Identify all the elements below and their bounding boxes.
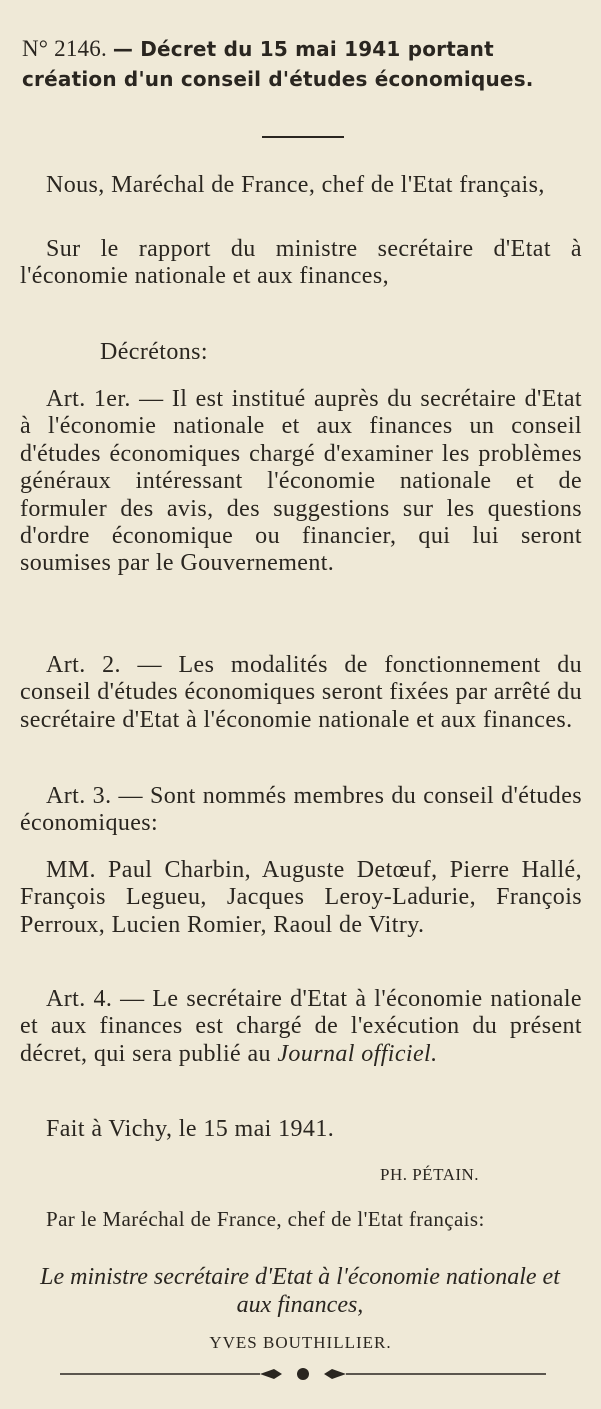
preamble-2: Sur le rapport du ministre secrétaire d'Etat à l'économie nationale et aux finances, [20, 236, 582, 290]
decree-heading [22, 34, 582, 94]
journal-officiel: Journal officiel. [277, 1040, 438, 1067]
countersign-intro: Par le Maréchal de France, chef de l'Etat français: [46, 1207, 485, 1231]
minister-title: Le ministre secrétaire d'Etat à l'économie nationale et aux finances, [40, 1264, 560, 1318]
place-date: Fait à Vichy, le 15 mai 1941. [46, 1116, 335, 1142]
ornament-divider [60, 1367, 546, 1381]
title-divider [262, 136, 344, 138]
article-4-text: Art. 4. — Le secrétaire d'Etat à l'économie nationale et aux finances est chargé de l'exécution du présent décret, qui sera publié au [20, 986, 582, 1067]
article-1-label: Art. 1er. [46, 386, 131, 412]
article-2: Art. 2. — Les modalités de fonctionnement du conseil d'études économiques seront fixées par arrêté du secrétaire d'Etat à l'économie nationale et aux finances. [20, 652, 582, 733]
decree-number: N° 2146. [22, 36, 107, 61]
members-list: MM. Paul Charbin, Auguste Detœuf, Pierre Hallé, François Legueu, Jacques Leroy-Ladurie, François Perroux, Lucien Romier, Raoul de Vitry. [20, 857, 582, 938]
signatory: PH. PÉTAIN. [380, 1165, 480, 1184]
article-1-text: — Il est institué auprès du secrétaire d'Etat à l'économie nationale et aux finances un conseil d'études économiques chargé d'examiner les problèmes généraux intéressant l'économie nationale et de formuler des avis, des suggestions sur les questions d'ordre économique ou financier, qui lui seront soumises par le Gouvernement. [20, 386, 582, 577]
article-1 [20, 386, 582, 578]
article-4 [20, 986, 582, 1068]
minister-name: YVES BOUTHILLIER. [209, 1333, 392, 1352]
decretons: Décrétons: [100, 339, 208, 365]
article-3: Art. 3. — Sont nommés membres du conseil d'études économiques: [20, 783, 582, 837]
decree-title: — Décret du 15 mai 1941 portant création d'un conseil d'études économiques. [22, 37, 534, 91]
preamble-1: Nous, Maréchal de France, chef de l'Etat français, [46, 172, 545, 198]
